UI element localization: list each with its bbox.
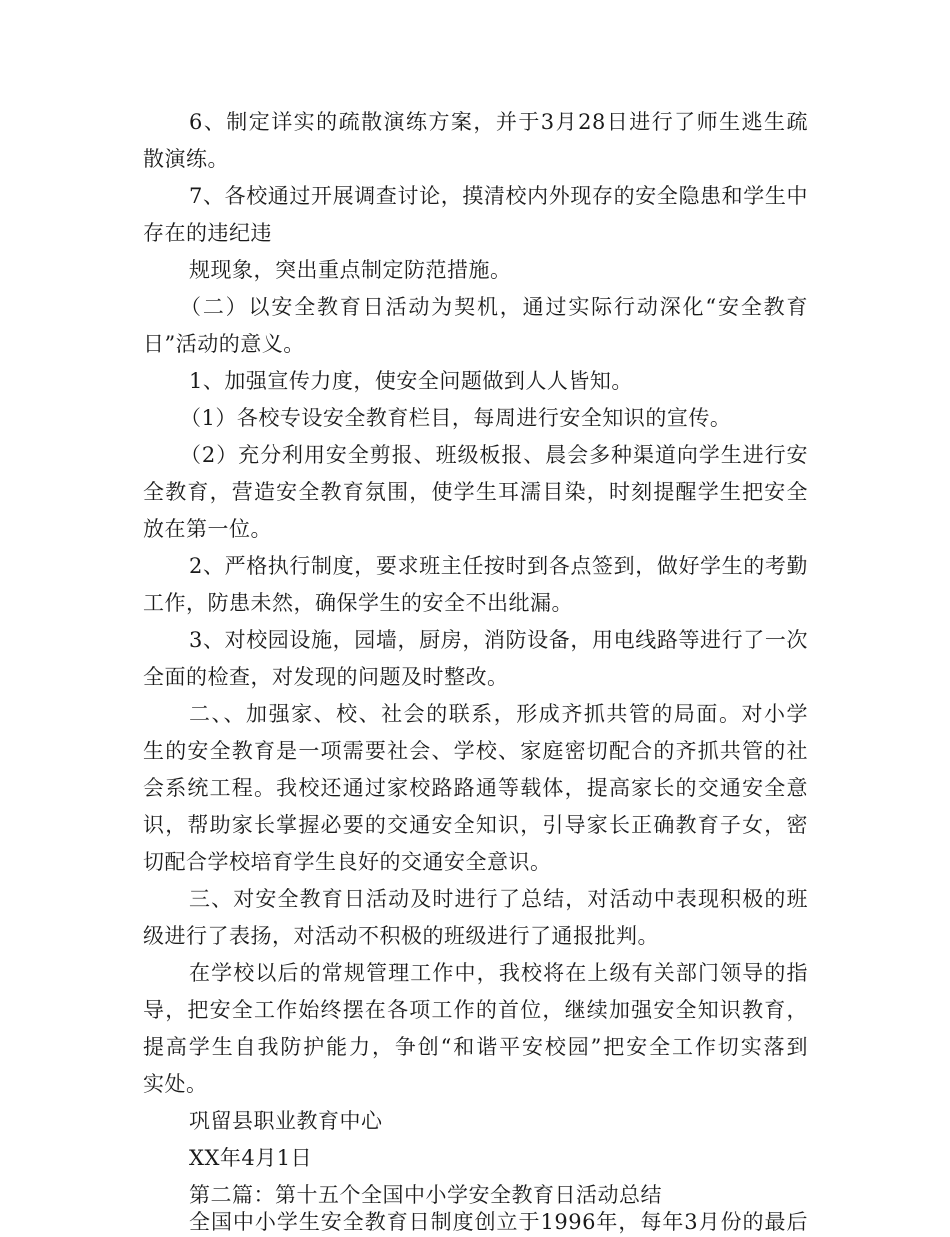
text-line: 识，帮助家长掌握必要的交通安全知识，引导家长正确教育子女，密 bbox=[143, 813, 808, 837]
text-line: 二、、加强家、校、社会的联系，形成齐抓共管的局面。对小学 bbox=[189, 702, 808, 726]
text-line: 实处。 bbox=[143, 1072, 208, 1096]
text-line: 6、制定详实的疏散演练方案，并于3月28日进行了师生逃生疏 bbox=[189, 110, 808, 134]
text-line: XX年4月1日 bbox=[189, 1146, 313, 1170]
text-line: 全面的检查，对发现的问题及时整改。 bbox=[143, 665, 509, 689]
text-line: 全国中小学生安全教育日制度创立于1996年，每年3月份的最后 bbox=[189, 1210, 808, 1234]
text-line: 第二篇：第十五个全国中小学安全教育日活动总结 bbox=[189, 1183, 662, 1207]
text-line: 7、各校通过开展调查讨论，摸清校内外现存的安全隐患和学生中 bbox=[189, 184, 808, 208]
text-line: 提高学生自我防护能力，争创“和谐平安校园”把安全工作切实落到 bbox=[143, 1035, 808, 1059]
text-line: 生的安全教育是一项需要社会、学校、家庭密切配合的齐抓共管的社 bbox=[143, 739, 808, 763]
text-line: 在学校以后的常规管理工作中，我校将在上级有关部门领导的指 bbox=[189, 961, 808, 985]
text-line: 规现象，突出重点制定防范措施。 bbox=[189, 258, 512, 282]
text-line: 巩留县职业教育中心 bbox=[189, 1109, 383, 1133]
text-line: 1、加强宣传力度，使安全问题做到人人皆知。 bbox=[189, 369, 633, 393]
text-line: 全教育，营造安全教育氛围，使学生耳濡目染，时刻提醒学生把安全 bbox=[143, 480, 808, 504]
text-line: （二）以安全教育日活动为契机，通过实际行动深化“安全教育 bbox=[180, 295, 808, 319]
text-line: 3、对校园设施，园墙，厨房，消防设备，用电线路等进行了一次 bbox=[189, 628, 808, 652]
text-line: 放在第一位。 bbox=[143, 517, 272, 541]
text-line: 级进行了表扬，对活动不积极的班级进行了通报批判。 bbox=[143, 924, 659, 948]
text-line: 三、对安全教育日活动及时进行了总结，对活动中表现积极的班 bbox=[189, 887, 808, 911]
text-line: （1）各校专设安全教育栏目，每周进行安全知识的宣传。 bbox=[180, 406, 732, 430]
text-line: 存在的违纪违 bbox=[143, 221, 272, 245]
text-line: 散演练。 bbox=[143, 147, 229, 171]
text-line: 会系统工程。我校还通过家校路路通等载体，提高家长的交通安全意 bbox=[143, 776, 808, 800]
text-line: 工作，防患未然，确保学生的安全不出纰漏。 bbox=[143, 591, 573, 615]
text-line: 导，把安全工作始终摆在各项工作的首位，继续加强安全知识教育， bbox=[143, 998, 808, 1022]
text-line: 2、严格执行制度，要求班主任按时到各点签到，做好学生的考勤 bbox=[189, 554, 808, 578]
text-line: 日”活动的意义。 bbox=[143, 332, 305, 356]
text-line: 切配合学校培育学生良好的交通安全意识。 bbox=[143, 850, 552, 874]
text-line: （2）充分利用安全剪报、班级板报、晨会多种渠道向学生进行安 bbox=[180, 443, 808, 467]
